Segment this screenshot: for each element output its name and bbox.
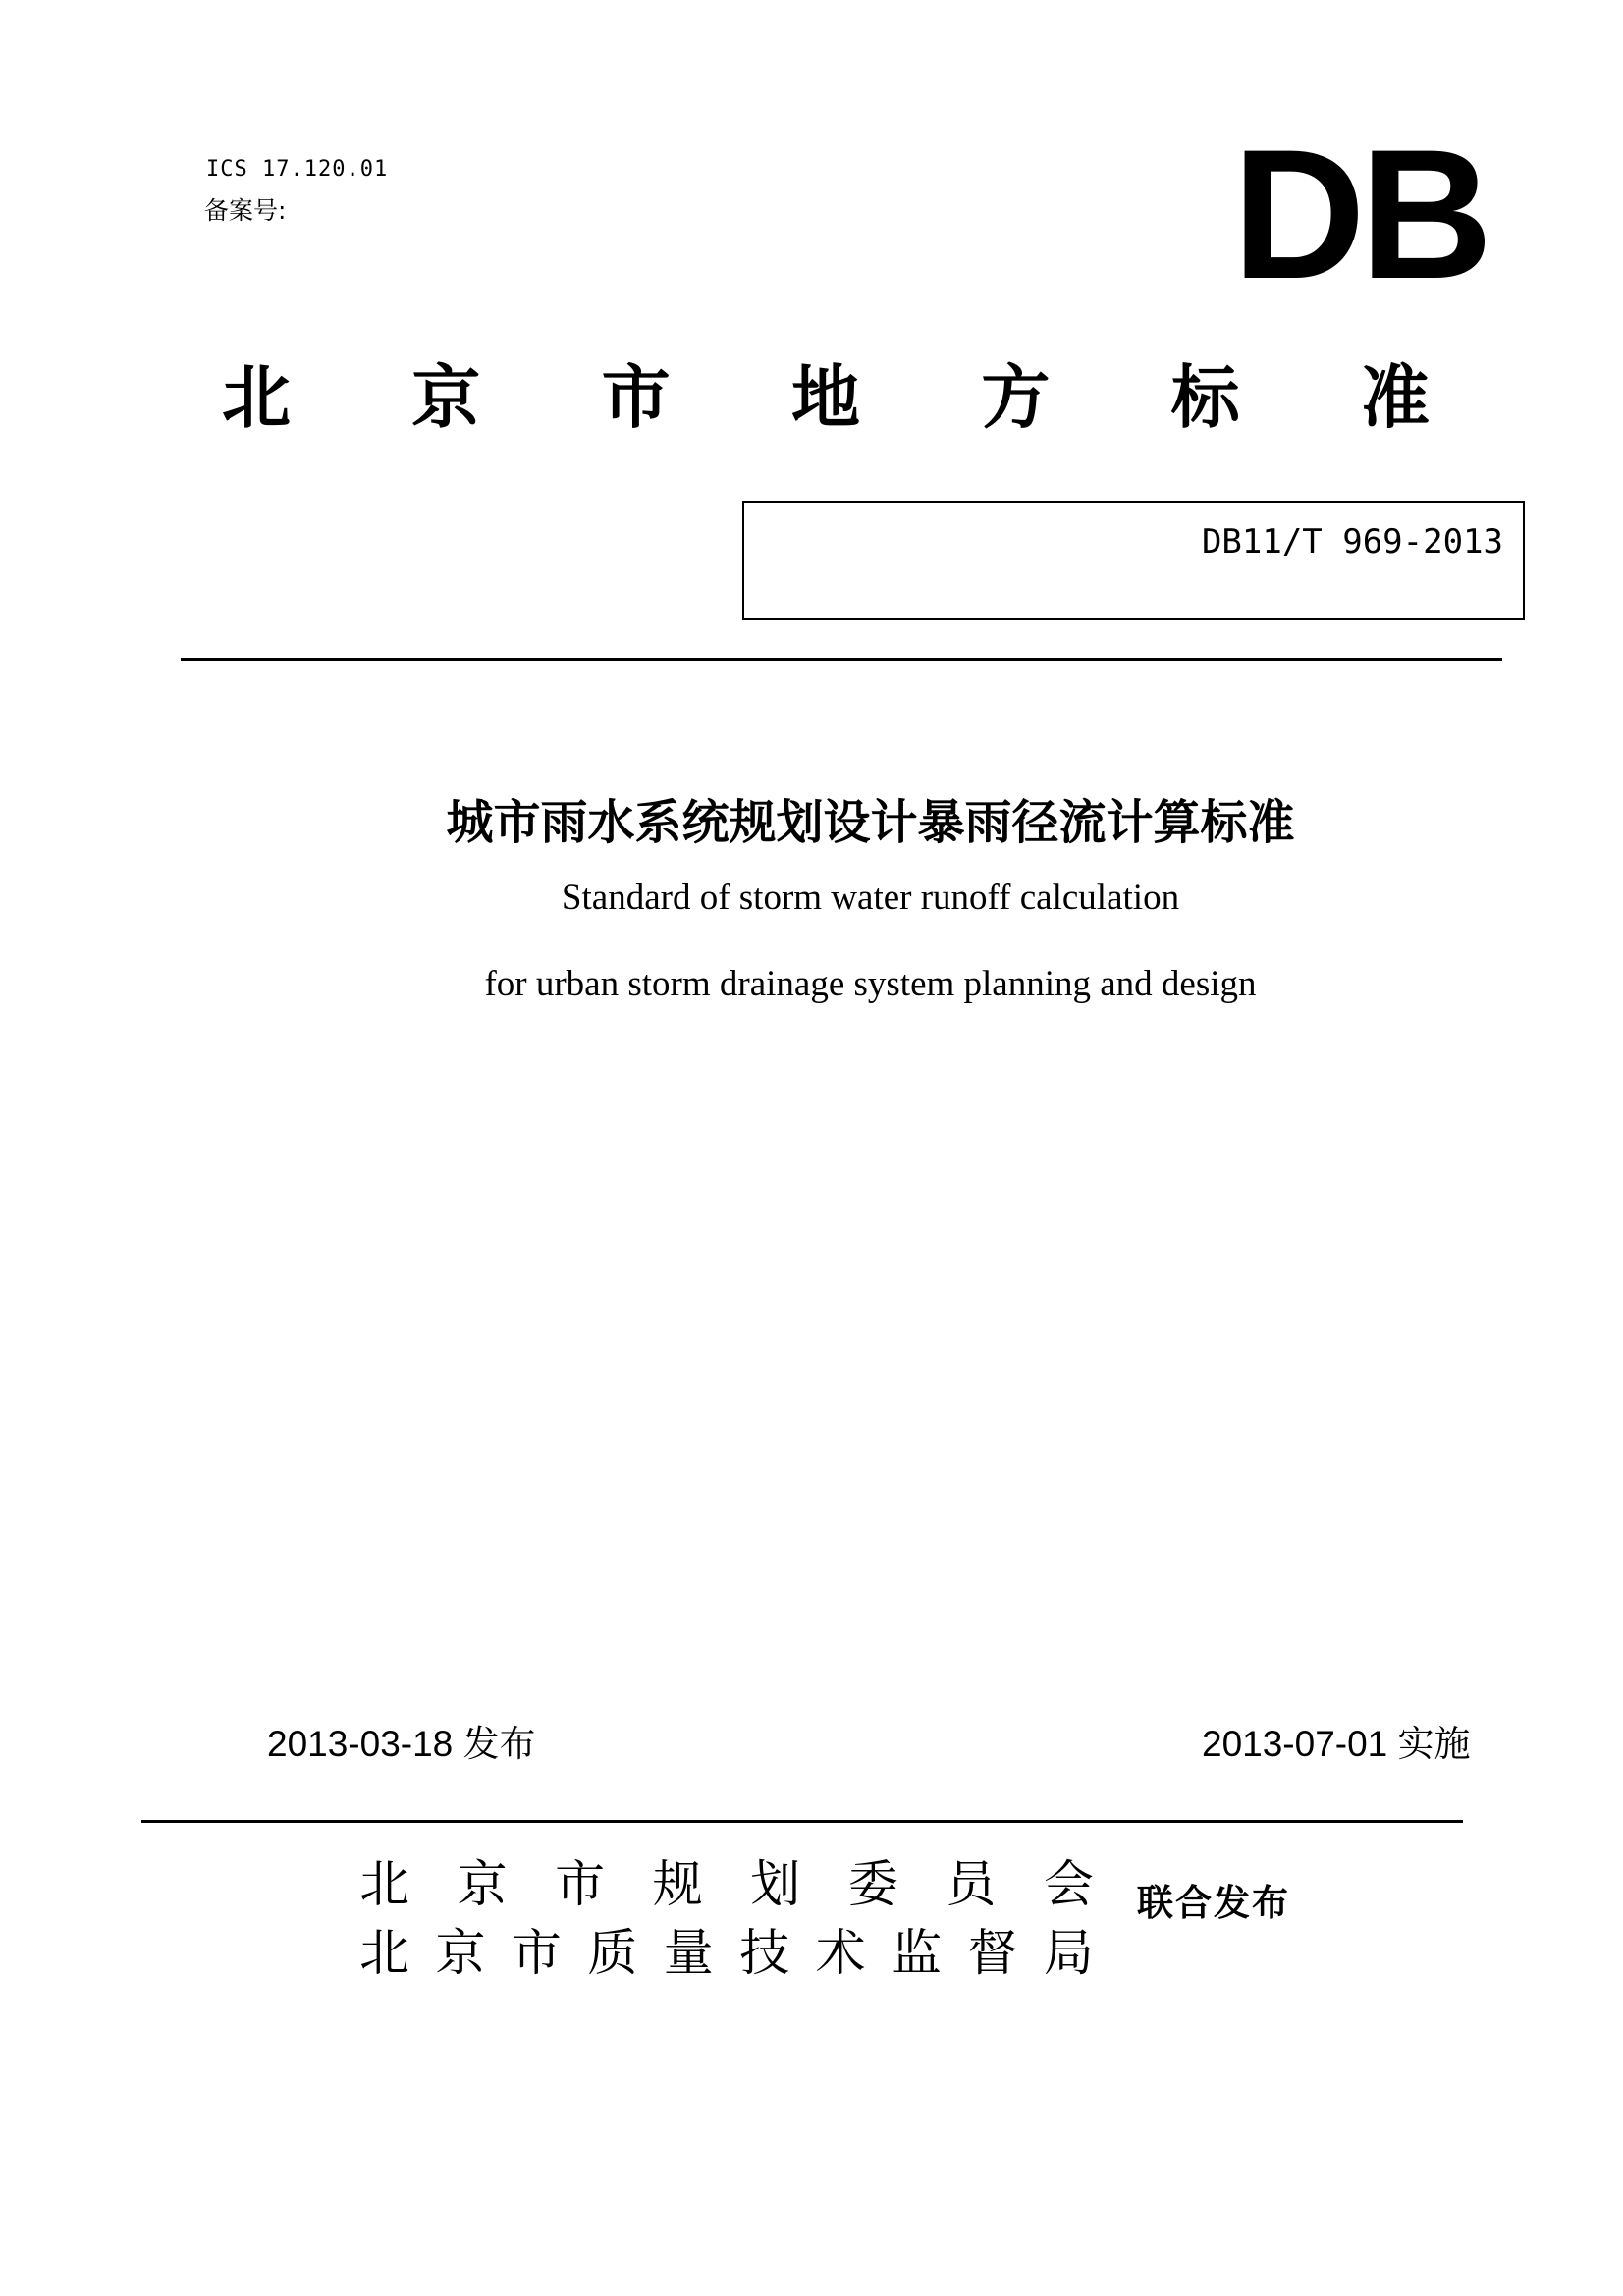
title-english-line2: for urban storm drainage system planning and design xyxy=(484,964,1257,1004)
standard-type-char: 标 xyxy=(1170,357,1240,438)
issuer-char: 量 xyxy=(663,1925,714,1983)
ics-code: ICS 17.120.01 xyxy=(206,157,389,182)
issuer-planning-commission xyxy=(359,1855,1094,1916)
issuer-char: 市 xyxy=(511,1925,562,1983)
issue-date: 2013-03-18 发布 xyxy=(267,1724,536,1764)
bottom-divider xyxy=(141,1820,1463,1823)
issuer-char: 北 xyxy=(359,1925,410,1983)
title-english-line1: Standard of storm water runoff calculation xyxy=(561,878,1180,918)
filing-number-label: 备案号: xyxy=(204,196,287,225)
issuer-char: 质 xyxy=(587,1925,638,1983)
issuer-char: 委 xyxy=(847,1856,898,1914)
issuer-char: 督 xyxy=(967,1925,1018,1983)
issuer-char: 术 xyxy=(815,1925,866,1983)
issuer-char: 北 xyxy=(359,1856,410,1914)
issuer-char: 监 xyxy=(892,1925,943,1983)
issuer-char: 技 xyxy=(739,1925,790,1983)
issuer-char: 局 xyxy=(1043,1925,1094,1983)
issuer-quality-bureau xyxy=(359,1924,1094,1985)
standard-type-char: 地 xyxy=(790,357,860,438)
issuer-char: 会 xyxy=(1043,1856,1094,1914)
title-chinese: 城市雨水系统规划设计暴雨径流计算标准 xyxy=(446,795,1295,850)
standard-type-heading xyxy=(222,353,1430,442)
issuer-char: 划 xyxy=(750,1856,801,1914)
standard-code-box xyxy=(742,501,1525,620)
standard-type-char: 准 xyxy=(1360,357,1430,438)
issuer-char: 员 xyxy=(946,1856,997,1914)
implementation-date: 2013-07-01 实施 xyxy=(1202,1724,1471,1764)
standard-type-char: 市 xyxy=(601,357,671,438)
standard-type-char: 方 xyxy=(981,357,1051,438)
issuer-char: 京 xyxy=(457,1856,508,1914)
standard-code: DB11/T 969-2013 xyxy=(1201,522,1503,561)
standard-type-char: 北 xyxy=(222,357,291,438)
issuer-char: 规 xyxy=(652,1856,703,1914)
db-logo: DB xyxy=(1232,111,1488,317)
top-divider xyxy=(181,658,1502,661)
issuer-char: 京 xyxy=(435,1925,486,1983)
joint-issue-label: 联合发布 xyxy=(1137,1882,1290,1924)
standard-type-char: 京 xyxy=(411,357,481,438)
issuer-char: 市 xyxy=(555,1856,606,1914)
